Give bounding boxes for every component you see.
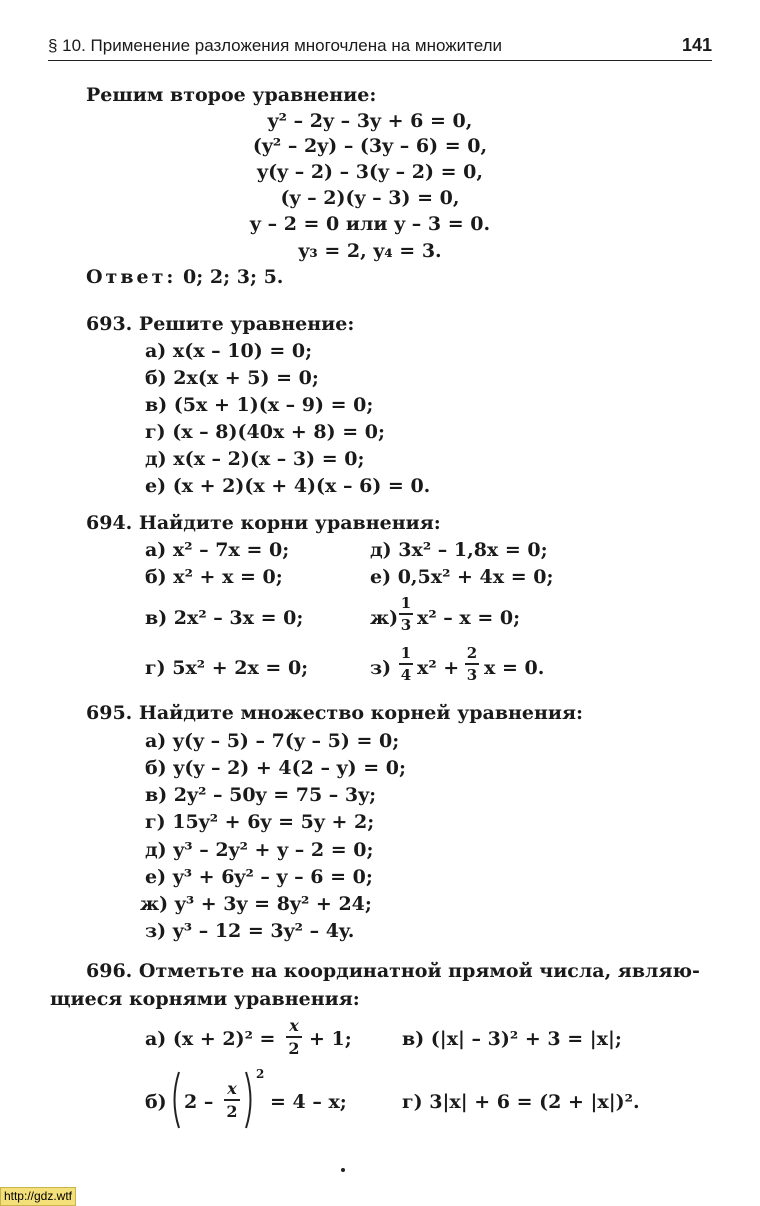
page-dot [341, 1168, 345, 1172]
expression-inner: 2 – [184, 1091, 214, 1113]
fraction-denominator: 4 [400, 666, 412, 684]
exercise-695-heading [86, 704, 583, 723]
exercise-number: 694. [86, 512, 133, 534]
item-label: б) [145, 1091, 167, 1113]
expression-rest: x = 0. [484, 657, 545, 679]
fraction-denominator: 3 [466, 666, 478, 684]
fraction-bar [465, 663, 479, 665]
exercise-task: Отметьте на координатной прямой числа, являю- [138, 960, 700, 982]
ex695-item-b: б) y(y – 2) + 4(2 – y) = 0; [145, 757, 407, 779]
expression-rest: x² – x = 0; [417, 607, 521, 629]
ex695-item-g: г) 15y² + 6y = 5y + 2; [145, 811, 375, 833]
fraction-denominator: 2 [226, 1102, 238, 1121]
ex695-item-d: д) y³ – 2y² + y – 2 = 0; [145, 839, 374, 861]
answer-label: Ответ: [86, 266, 177, 288]
expression-right: + 1; [309, 1028, 352, 1050]
ex694-item-d: д) 3x² – 1,8x = 0; [370, 539, 548, 561]
solution-line-4: (y – 2)(y – 3) = 0, [280, 187, 460, 209]
ex693-item-d: д) x(x – 2)(x – 3) = 0; [145, 448, 365, 470]
solution-line-1: y² – 2y – 3y + 6 = 0, [267, 110, 473, 132]
exercise-number: 693. [86, 313, 133, 335]
ex695-item-a: а) y(y – 5) – 7(y – 5) = 0; [145, 730, 400, 752]
exercise-693-heading [86, 315, 354, 334]
solution-line-2: (y² – 2y) – (3y – 6) = 0, [252, 135, 488, 157]
watermark-link[interactable]: http://gdz.wtf [0, 1187, 76, 1206]
fraction-numerator: 1 [400, 594, 412, 612]
fraction-numerator: x [227, 1079, 237, 1098]
exercise-696-heading [86, 962, 700, 981]
answer-line [86, 268, 283, 287]
solution-line-5: y – 2 = 0 или y – 3 = 0. [249, 213, 491, 235]
exercise-task: Найдите множество корней уравнения: [138, 702, 584, 724]
item-label: з) [370, 657, 392, 679]
fraction-bar [399, 613, 413, 615]
ex694-item-v: в) 2x² – 3x = 0; [145, 607, 304, 629]
ex693-item-e: е) (x + 2)(x + 4)(x – 6) = 0. [145, 475, 431, 497]
ex695-item-v: в) 2y² – 50y = 75 – 3y; [145, 784, 377, 806]
ex695-item-e: е) y³ + 6y² – y – 6 = 0; [145, 866, 373, 888]
fraction-bar [224, 1099, 240, 1101]
solution-line-3: y(y – 2) – 3(y – 2) = 0, [257, 161, 483, 183]
fraction-denominator: 2 [288, 1039, 300, 1058]
ex694-item-b: б) x² + x = 0; [145, 566, 283, 588]
expression-right: = 4 – x; [270, 1091, 347, 1113]
exercise-task: Решите уравнение: [138, 313, 355, 335]
section-title: § 10. Применение разложения многочлена на множители [48, 36, 502, 55]
ex693-item-g: г) (x – 8)(40x + 8) = 0; [145, 421, 386, 443]
fraction-bar [399, 663, 413, 665]
ex695-item-z: з) y³ – 12 = 3y² – 4y. [145, 920, 355, 942]
page-header [48, 34, 712, 61]
ex693-item-b: б) 2x(x + 5) = 0; [145, 367, 319, 389]
ex694-item-g: г) 5x² + 2x = 0; [145, 657, 309, 679]
ex696-item-v: в) (|x| – 3)² + 3 = |x|; [402, 1028, 622, 1050]
exercise-number: 695. [86, 702, 133, 724]
ex693-item-a: а) x(x – 10) = 0; [145, 340, 313, 362]
exercise-number: 696. [86, 960, 133, 982]
ex694-item-e: е) 0,5x² + 4x = 0; [370, 566, 554, 588]
page-number: 141 [681, 35, 712, 55]
fraction-numerator: 2 [466, 644, 478, 662]
fraction-denominator: 3 [400, 616, 412, 634]
fraction-numerator: 1 [400, 644, 412, 662]
solution-intro: Решим второе уравнение: [86, 84, 377, 106]
exercise-696-task-cont: щиеся корнями уравнения: [50, 988, 360, 1010]
item-label: ж) [370, 607, 399, 629]
answer-value: 0; 2; 3; 5. [183, 266, 284, 288]
ex694-item-a: а) x² – 7x = 0; [145, 539, 290, 561]
ex696-item-g: г) 3|x| + 6 = (2 + |x|)². [402, 1091, 640, 1113]
fraction-bar [286, 1036, 302, 1038]
fraction-numerator: x [289, 1016, 299, 1035]
expression-left: а) (x + 2)² = [145, 1028, 276, 1050]
expression-middle: x² + [417, 657, 460, 679]
exponent: 2 [256, 1067, 265, 1081]
ex695-item-zh: ж) y³ + 3y = 8y² + 24; [140, 893, 372, 915]
exercise-task: Найдите корни уравнения: [138, 512, 441, 534]
left-paren [168, 1070, 182, 1130]
solution-line-6: y₃ = 2, y₄ = 3. [298, 240, 442, 262]
right-paren [243, 1070, 257, 1130]
exercise-694-heading [86, 514, 441, 533]
ex693-item-v: в) (5x + 1)(x – 9) = 0; [145, 394, 374, 416]
